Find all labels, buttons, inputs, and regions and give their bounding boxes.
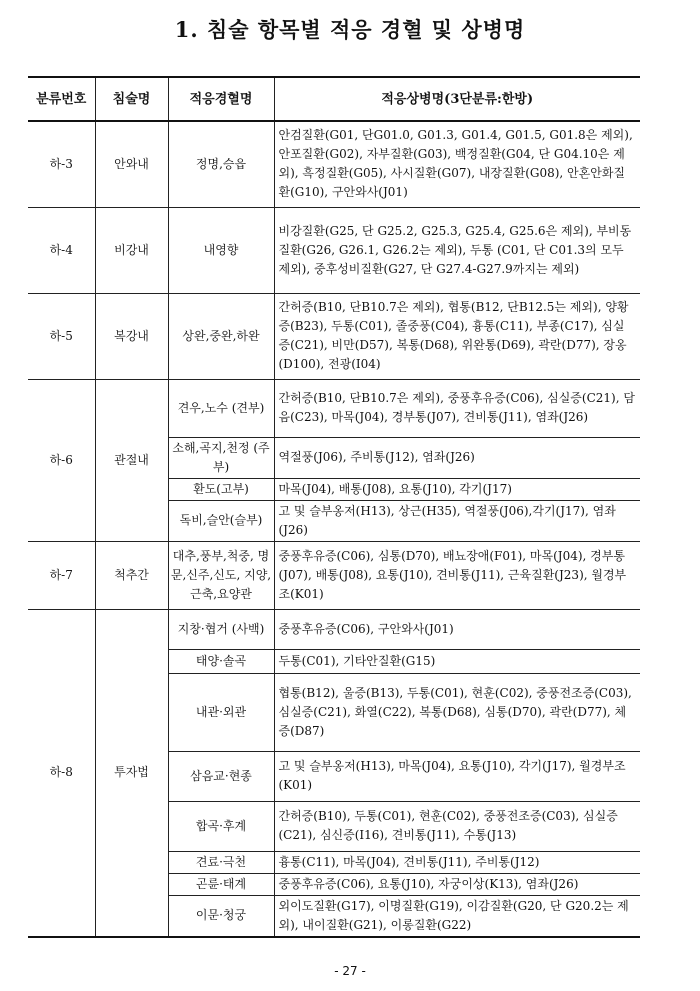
code-cell: 하-8 bbox=[28, 609, 95, 937]
acupuncture-name-cell: 복강내 bbox=[95, 293, 168, 379]
points-cell: 대추,풍부,척중, 명문,신주,신도, 지양,근축,요양관 bbox=[168, 541, 274, 609]
code-cell: 하-5 bbox=[28, 293, 95, 379]
diseases-cell: 비강질환(G25, 단 G25.2, G25.3, G25.4, G25.6은 제외), 부비동질환(G26, G26.1, G26.2는 제외), 두통 (C01, 단 C01.3의 모두 제외), 중후성비질환(G27, 단 G27.4-G27.9까지는 제외) bbox=[274, 207, 640, 293]
diseases-cell: 두통(C01), 기타안질환(G15) bbox=[274, 649, 640, 673]
table-row bbox=[28, 207, 640, 293]
points-cell: 삼음교·현종 bbox=[168, 751, 274, 801]
points-cell: 태양·솔곡 bbox=[168, 649, 274, 673]
header-points: 적응경혈명 bbox=[168, 77, 274, 121]
points-cell: 내관·외관 bbox=[168, 673, 274, 751]
points-cell: 지창·협거 (사백) bbox=[168, 609, 274, 649]
code-cell: 하-6 bbox=[28, 379, 95, 541]
points-cell: 독비,슬안(슬부) bbox=[168, 500, 274, 541]
diseases-cell: 외이도질환(G17), 이명질환(G19), 이감질환(G20, 단 G20.2는 제외), 내이질환(G21), 이롱질환(G22) bbox=[274, 895, 640, 937]
points-cell: 이문·청궁 bbox=[168, 895, 274, 937]
table-row bbox=[28, 609, 640, 649]
diseases-cell: 마목(J04), 배통(J08), 요통(J10), 각기(J17) bbox=[274, 478, 640, 500]
table-row bbox=[28, 541, 640, 609]
points-cell: 상완,중완,하완 bbox=[168, 293, 274, 379]
header-acupuncture-name: 침술명 bbox=[95, 77, 168, 121]
diseases-cell: 간허증(B10), 두통(C01), 현훈(C02), 중풍전조증(C03), 심실증(C21), 심신증(I16), 견비통(J11), 수통(J13) bbox=[274, 801, 640, 851]
code-cell: 하-4 bbox=[28, 207, 95, 293]
points-cell: 내영향 bbox=[168, 207, 274, 293]
diseases-cell: 중풍후유증(C06), 심통(D70), 배뇨장애(F01), 마목(J04), 경부통(J07), 배통(J08), 요통(J10), 견비통(J11), 근육질환(J23), 월경부조(K01) bbox=[274, 541, 640, 609]
diseases-cell: 안검질환(G01, 단G01.0, G01.3, G01.4, G01.5, G01.8은 제외), 안포질환(G02), 자부질환(G03), 백정질환(G04, 단 G04.10은 제외), 흑정질환(G05), 사시질환(G07), 내장질환(G08), 안혼안화질환(G10), 구안와사(J01) bbox=[274, 121, 640, 207]
table-row bbox=[28, 379, 640, 437]
points-cell: 곤륜·태계 bbox=[168, 873, 274, 895]
code-cell: 하-7 bbox=[28, 541, 95, 609]
header-code: 분류번호 bbox=[28, 77, 95, 121]
diseases-cell: 고 및 슬부옹저(H13), 상근(H35), 역절풍(J06),각기(J17), 염좌(J26) bbox=[274, 500, 640, 541]
diseases-cell: 협통(B12), 울증(B13), 두통(C01), 현훈(C02), 중풍전조증(C03), 심실증(C21), 화열(C22), 복통(D68), 심통(D70), 곽란(D77), 체증(D87) bbox=[274, 673, 640, 751]
diseases-cell: 중풍후유증(C06), 구안와사(J01) bbox=[274, 609, 640, 649]
acupuncture-name-cell: 관절내 bbox=[95, 379, 168, 541]
points-cell: 환도(고부) bbox=[168, 478, 274, 500]
diseases-cell: 흉통(C11), 마목(J04), 견비통(J11), 주비통(J12) bbox=[274, 851, 640, 873]
page-number: - 27 - bbox=[334, 964, 366, 978]
table-row bbox=[28, 293, 640, 379]
points-cell: 견료·극천 bbox=[168, 851, 274, 873]
table-row bbox=[28, 121, 640, 207]
table-header-row bbox=[28, 77, 640, 121]
acupuncture-name-cell: 투자법 bbox=[95, 609, 168, 937]
page-title: 1. 침술 항목별 적응 경혈 및 상병명 bbox=[174, 17, 526, 42]
diseases-cell: 간허증(B10, 단B10.7은 제외), 협통(B12, 단B12.5는 제외), 양황증(B23), 두통(C01), 졸중풍(C04), 흉통(C11), 부종(C17), 심실증(C21), 비만(D57), 복통(D68), 위완통(D69), 곽란(D77), 장옹(D100), 전광(I04) bbox=[274, 293, 640, 379]
diseases-cell: 고 및 슬부옹저(H13), 마목(J04), 요통(J10), 각기(J17), 월경부조(K01) bbox=[274, 751, 640, 801]
acupuncture-name-cell: 안와내 bbox=[95, 121, 168, 207]
code-cell: 하-3 bbox=[28, 121, 95, 207]
header-diseases: 적응상병명(3단분류:한방) bbox=[274, 77, 640, 121]
points-cell: 소해,곡지,천정 (주부) bbox=[168, 437, 274, 478]
points-cell: 정명,승읍 bbox=[168, 121, 274, 207]
diseases-cell: 역절풍(J06), 주비통(J12), 염좌(J26) bbox=[274, 437, 640, 478]
acupuncture-name-cell: 비강내 bbox=[95, 207, 168, 293]
points-cell: 견우,노수 (견부) bbox=[168, 379, 274, 437]
points-cell: 합곡·후계 bbox=[168, 801, 274, 851]
diseases-cell: 중풍후유증(C06), 요통(J10), 자궁이상(K13), 염좌(J26) bbox=[274, 873, 640, 895]
acupuncture-name-cell: 척추간 bbox=[95, 541, 168, 609]
acupuncture-table bbox=[28, 76, 640, 938]
diseases-cell: 간허증(B10, 단B10.7은 제외), 중풍후유증(C06), 심실증(C21), 담음(C23), 마목(J04), 경부통(J07), 견비통(J11), 염좌(J26) bbox=[274, 379, 640, 437]
